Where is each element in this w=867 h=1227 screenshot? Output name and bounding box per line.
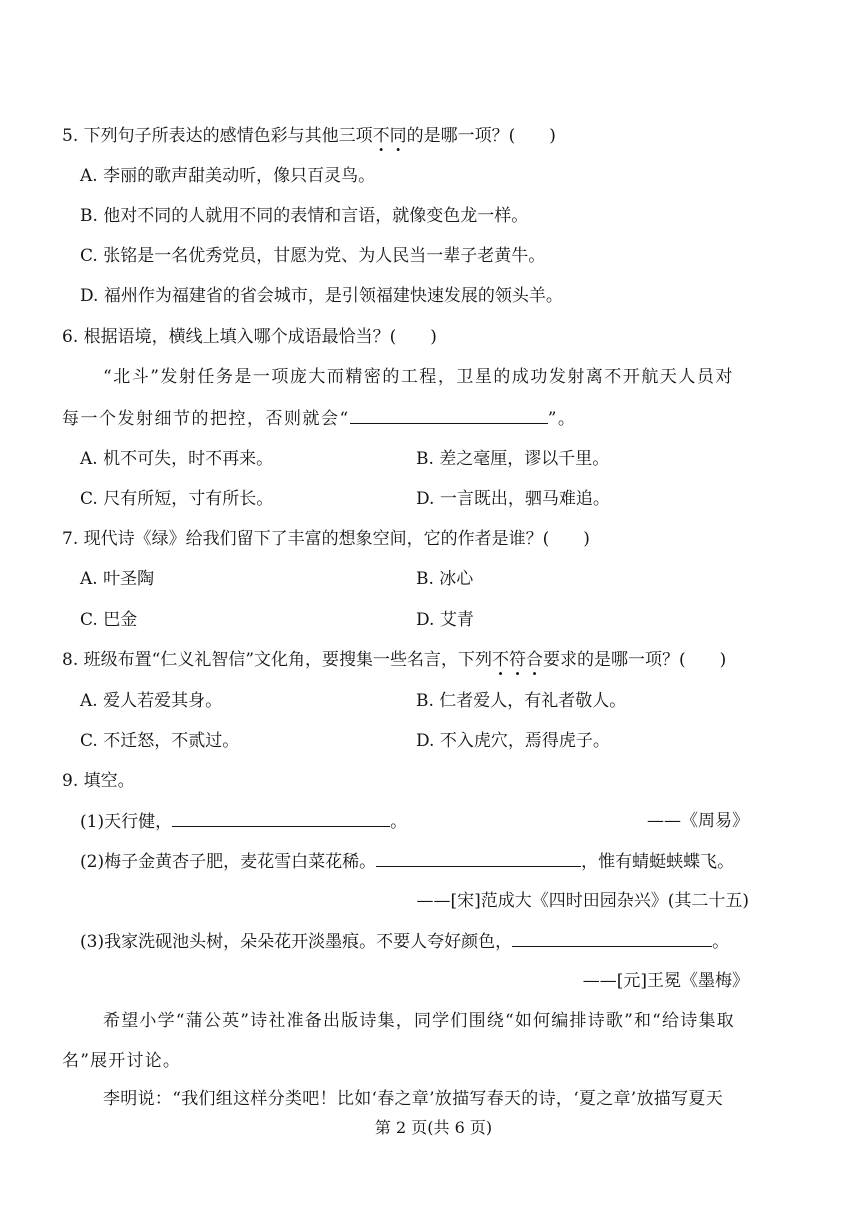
q6-context-end: ”。 xyxy=(547,409,577,429)
q5-stem-b: 的是哪一项？( ) xyxy=(406,126,556,146)
q9-sentence-1 xyxy=(80,810,407,833)
q6-context-line1: “北斗”发射任务是一项庞大而精密的工程，卫星的成功发射离不开航天人员对 xyxy=(103,367,734,387)
q7-option-b: B. 冰心 xyxy=(416,569,474,589)
q8-option-d: D. 不入虎穴，焉得虎子。 xyxy=(416,731,610,751)
q5-dot-char: 不 xyxy=(372,126,390,146)
q9-s2-text: (2)梅子金黄杏子肥，麦花雪白菜花稀。 xyxy=(80,852,377,872)
q6-option-a: A. 机不可失，时不再来。 xyxy=(80,449,274,469)
q9-s3-source: ——[元]王冕《墨梅》 xyxy=(582,971,749,991)
q9-s1-text: (1)天行健， xyxy=(80,812,173,832)
q8-stem-b: 要求的是哪一项？( ) xyxy=(543,650,727,670)
q9-stem: 9. 填空。 xyxy=(62,771,135,791)
q7-option-c: C. 巴金 xyxy=(80,610,138,630)
q8-stem xyxy=(62,649,726,671)
q9-s1-blank[interactable] xyxy=(172,810,390,827)
q5-option-b: B. 他对不同的人就用不同的表情和言语，就像变色龙一样。 xyxy=(80,206,529,226)
q5-option-c: C. 张铭是一名优秀党员，甘愿为党、为人民当一辈子老黄牛。 xyxy=(80,246,546,266)
q9-s3-end: 。 xyxy=(712,932,730,952)
page-footer: 第 2 页(共 6 页) xyxy=(374,1118,493,1137)
q5-stem-a: 5. 下列句子所表达的感情色彩与其他三项 xyxy=(62,126,373,146)
q9-s3-text: (3)我家洗砚池头树，朵朵花开淡墨痕。不要人夸好颜色， xyxy=(80,932,513,952)
context-paragraph-line3: 李明说：“我们组这样分类吧！比如‘春之章’放描写春天的诗，‘夏之章’放描写夏天 xyxy=(103,1089,724,1109)
q9-sentence-2 xyxy=(80,850,734,873)
context-paragraph-line2: 名”展开讨论。 xyxy=(62,1051,182,1071)
q6-option-c: C. 尺有所短，寸有所长。 xyxy=(80,489,274,509)
q8-option-c: C. 不迁怒，不贰过。 xyxy=(80,731,240,751)
q9-s1-end: 。 xyxy=(390,812,408,832)
q9-s3-blank[interactable] xyxy=(512,930,712,947)
q7-option-d: D. 艾青 xyxy=(416,610,474,630)
q8-option-b: B. 仁者爱人，有礼者敬人。 xyxy=(416,691,627,711)
q5-option-d: D. 福州作为福建省的省会城市，是引领福建快速发展的领头羊。 xyxy=(80,286,563,306)
q5-emphasis xyxy=(373,126,407,146)
q8-dot-char: 不 xyxy=(492,650,510,670)
q6-stem: 6. 根据语境，横线上填入哪个成语最恰当？( ) xyxy=(62,327,437,347)
q8-emphasis xyxy=(492,650,543,670)
q9-sentence-3 xyxy=(80,930,729,953)
q5-option-a: A. 李丽的歌声甜美动听，像只百灵鸟。 xyxy=(80,166,376,186)
q6-answer-blank[interactable] xyxy=(350,407,548,424)
q8-dot-char: 符 xyxy=(509,650,527,670)
q6-context-line2 xyxy=(62,407,576,430)
q7-option-a: A. 叶圣陶 xyxy=(80,569,155,589)
q7-stem: 7. 现代诗《绿》给我们留下了丰富的想象空间，它的作者是谁？( ) xyxy=(62,529,590,549)
context-paragraph-line1: 希望小学“蒲公英”诗社准备出版诗集，同学们围绕“如何编排诗歌”和“给诗集取 xyxy=(103,1011,735,1031)
q9-s2-source: ——[宋]范成大《四时田园杂兴》(其二十五) xyxy=(416,891,749,911)
q5-stem xyxy=(62,125,556,147)
q8-dot-char: 合 xyxy=(526,650,544,670)
q9-s2-end: ，惟有蜻蜓蛱蝶飞。 xyxy=(581,852,735,872)
q6-context-text: 每一个发射细节的把控，否则就会“ xyxy=(62,409,350,429)
q5-dot-char: 同 xyxy=(389,126,407,146)
q8-option-a: A. 爱人若爱其身。 xyxy=(80,691,223,711)
q9-s1-source: ——《周易》 xyxy=(647,811,749,831)
q6-option-d: D. 一言既出，驷马难追。 xyxy=(416,489,610,509)
q9-s2-blank[interactable] xyxy=(376,850,581,867)
q6-option-b: B. 差之毫厘，谬以千里。 xyxy=(416,449,610,469)
q8-stem-a: 8. 班级布置“仁义礼智信”文化角，要搜集一些名言，下列 xyxy=(62,650,493,670)
